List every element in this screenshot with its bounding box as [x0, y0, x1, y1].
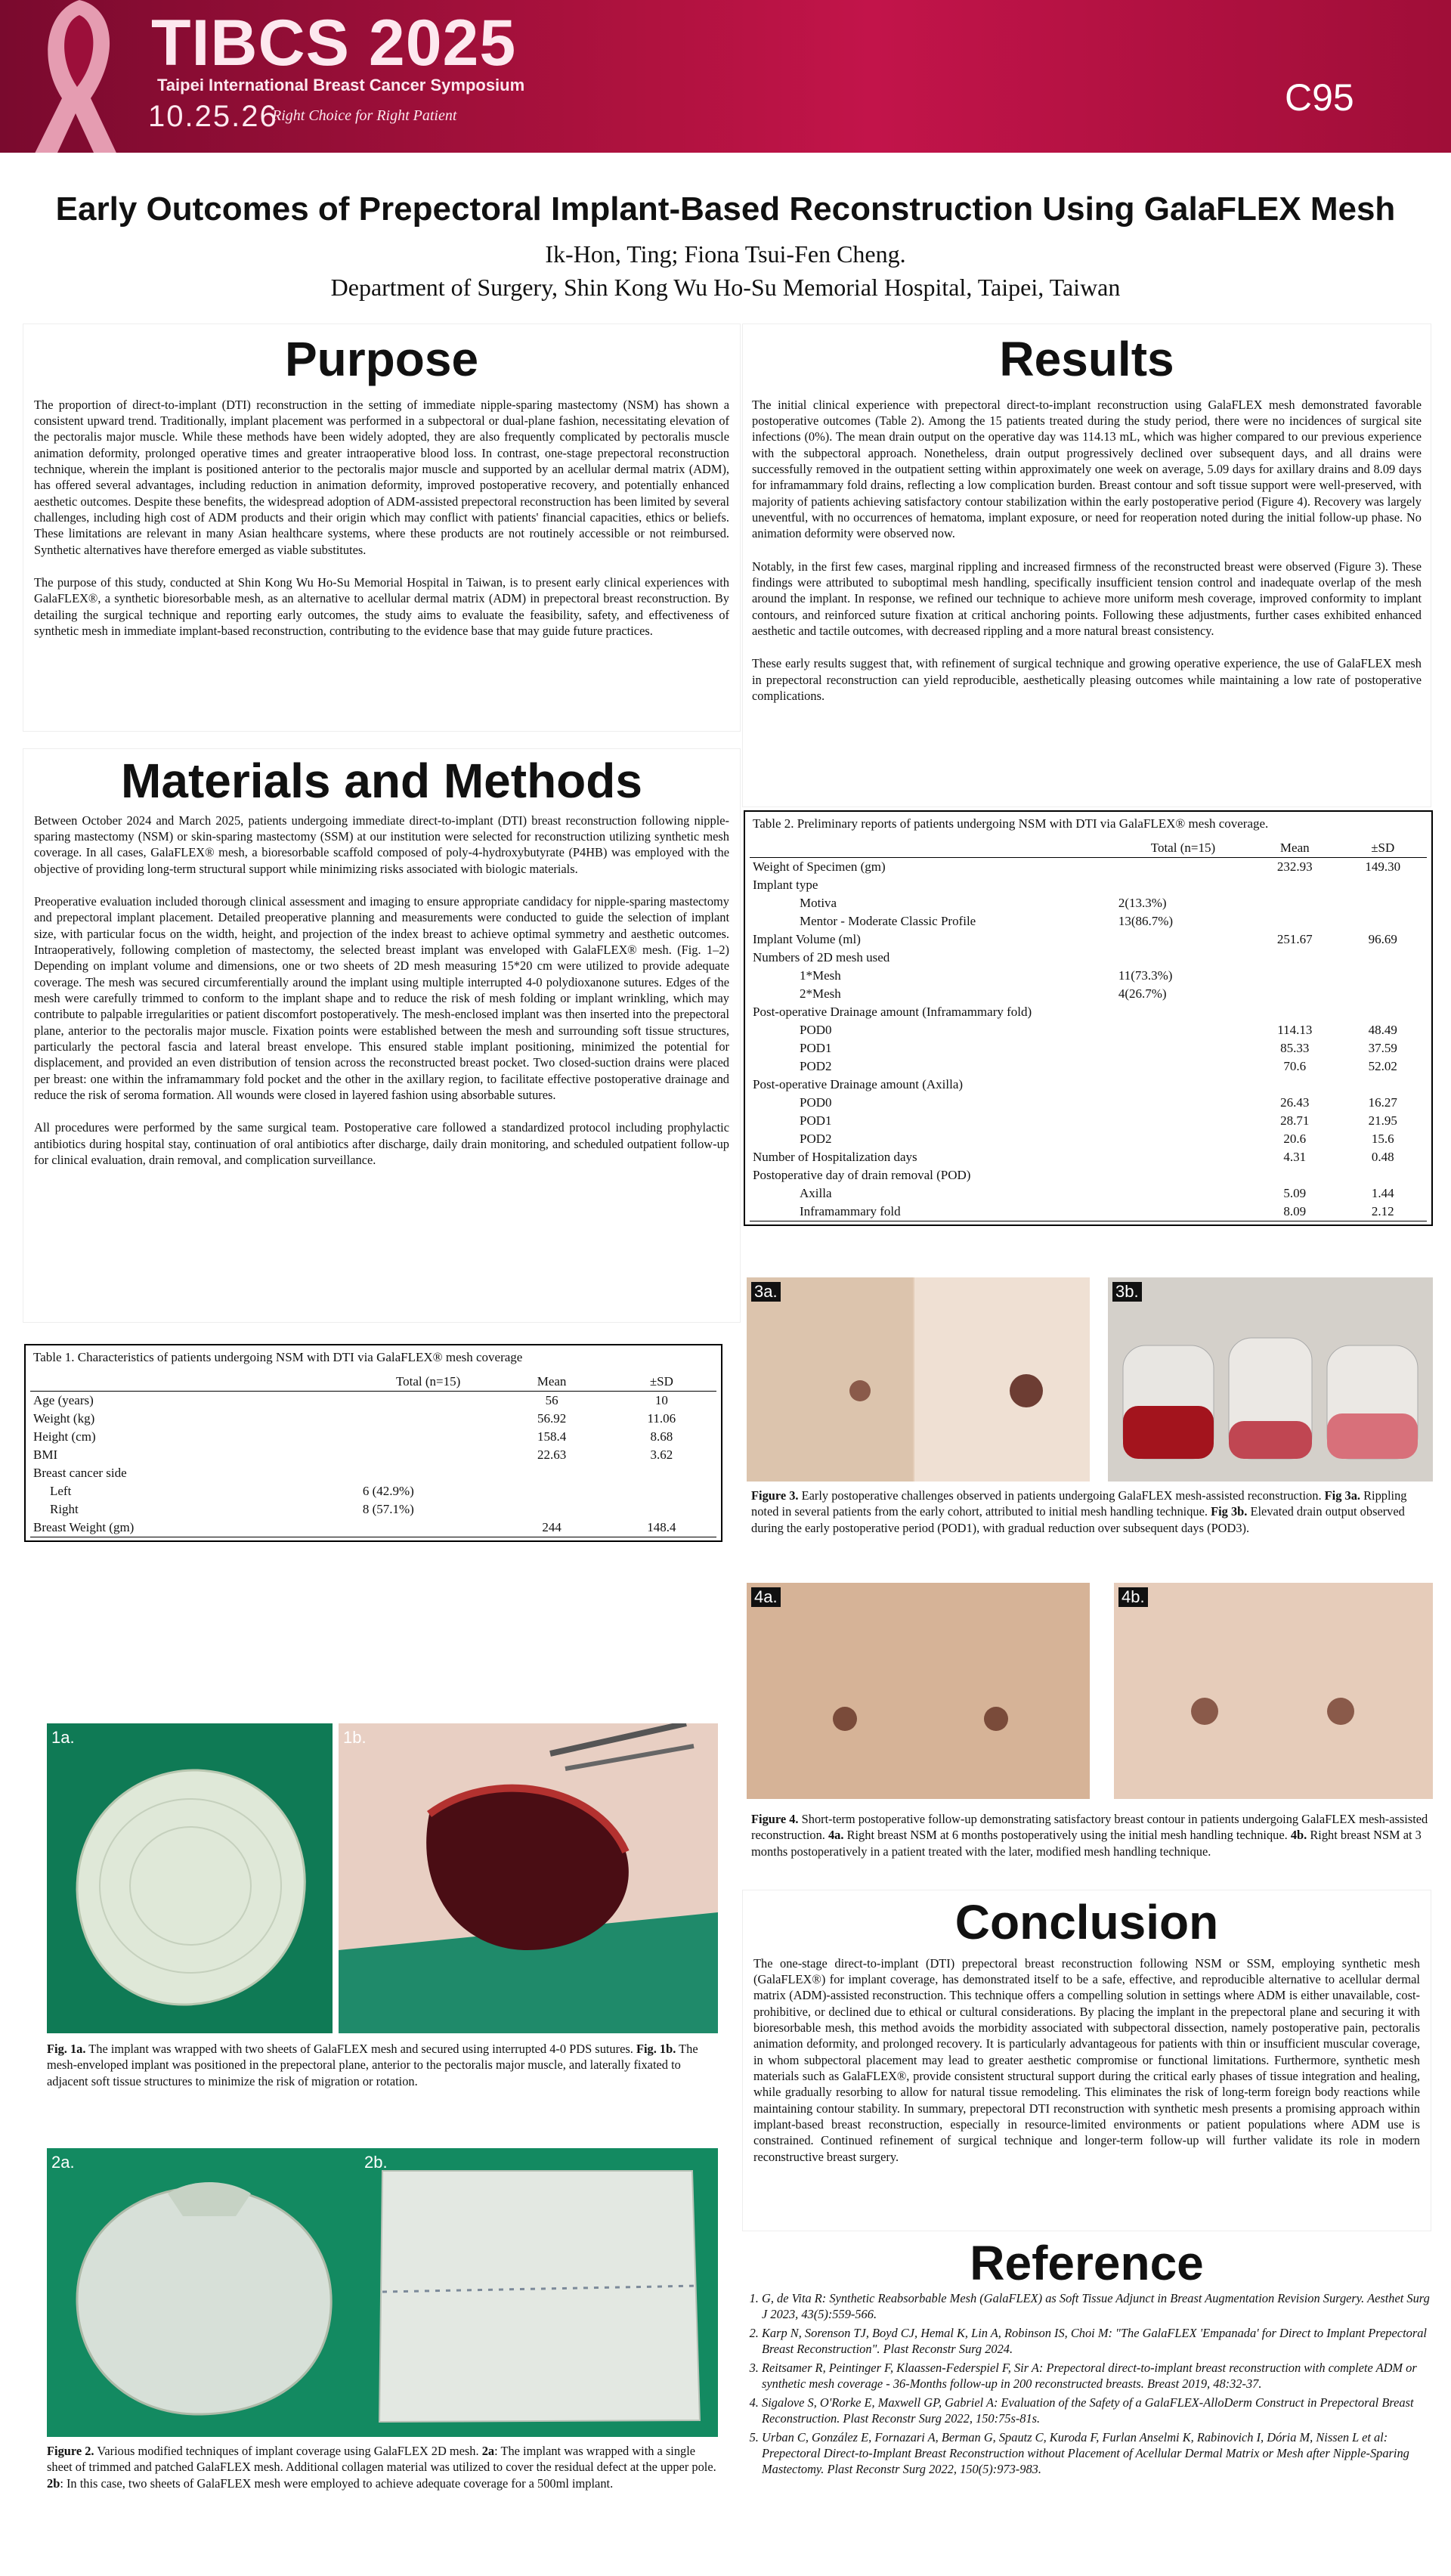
figure-2b-label: 2b. [364, 2153, 388, 2172]
figure-4b-caption-text: Right breast NSM at 3 months postoperatively in a patient treated with the later, modified mesh handling technique. [751, 1828, 1422, 1859]
figure-3a-photo [747, 1277, 1090, 1482]
table-1-cell-mean [497, 1482, 606, 1500]
table-1-cell-sd [607, 1464, 716, 1482]
figure-1b-photo [339, 1723, 718, 2033]
table-1-cell-total [360, 1464, 497, 1482]
table-2-cell-label: Weight of Specimen (gm) [753, 859, 886, 874]
table-1-cell-total [360, 1410, 497, 1428]
table-2-cell-label: Numbers of 2D mesh used [753, 950, 890, 964]
table-2-cell-sd [1339, 967, 1428, 985]
table-1-cell-mean: 22.63 [537, 1447, 567, 1462]
table-2-cell-sd [1339, 1003, 1428, 1021]
table-1-cell-total: 6 (42.9%) [362, 1484, 414, 1498]
figure-4-caption [751, 1811, 1431, 1859]
table-2-cell-total [1115, 1130, 1251, 1148]
figure-4b-photo [1114, 1583, 1433, 1799]
figure-2-caption [47, 2443, 718, 2491]
table-2-cell-label: Postoperative day of drain removal (POD) [753, 1168, 971, 1182]
methods-section [23, 748, 741, 1323]
table-1-cell-sd: 8.68 [650, 1429, 673, 1444]
table-2-cell-mean: 26.43 [1280, 1095, 1310, 1110]
purpose-heading: Purpose [284, 332, 479, 386]
table-2 [744, 810, 1433, 1226]
table-2-cell-total [1115, 949, 1251, 967]
figure-3a-label: 3a. [751, 1282, 781, 1302]
table-2-cell-mean: 28.71 [1280, 1113, 1310, 1128]
table-1-cell-total [360, 1428, 497, 1446]
pink-ribbon-logo [8, 0, 136, 153]
reference-item: 4. Sigalove S, O'Rorke E, Maxwell GP, Gabriel A: Evaluation of the Safety of a GalaFLEX-AlloDerm Construct in Prepectoral Breast Reconstruction. Plast Reconstr Surg 2022, 150:75s-81s. [762, 2395, 1430, 2426]
table-2-cell-total [1115, 1057, 1251, 1076]
table-1-cell-sd: 11.06 [647, 1411, 676, 1426]
table-1-body [30, 1373, 716, 1537]
table-1-cell-sd: 3.62 [650, 1447, 673, 1462]
table-1-row [30, 1482, 716, 1500]
table-2-cell-mean [1251, 912, 1338, 930]
table-2-cell-total: 2(13.3%) [1118, 896, 1167, 910]
table-2-cell-total [1115, 1112, 1251, 1130]
conference-logo-title: TIBCS 2025 [151, 7, 517, 79]
table-1-cell-label: Right [50, 1502, 79, 1516]
results-paragraph-1: The initial clinical experience with prepectoral direct-to-implant reconstruction using GalaFLEX mesh demonstrated favorable postoperative outcomes (Table 2). Among the 15 patients treated during the study period, there were no incidences of surgical site infections (0%). The mean drain output on the operative day was 114.13 mL, which was higher compared to our previous experience with the subpectoral approach. Nonetheless, drain output progressively declined over subsequent days, and all drains were successfully removed in the outpatient setting within approximately one week on average, 5.09 days for axillary drains and 8.09 days for inframammary fold drains, reflecting a low complication burden. Breast contour and soft tissue support were well-preserved, with majority of patients achieving satisfactory contour stabilization within the early postoperative period (Figure 4). Recovery was largely uneventful, with no occurrences of hematoma, implant exposure, or need for reoperation noted during the initial follow-up phase. No animation deformity were observed now. [752, 397, 1422, 541]
table-2-cell-mean [1251, 876, 1338, 894]
table-1-row [30, 1446, 716, 1464]
postoperative-breast-6m-image [747, 1583, 1090, 1799]
figure-1b-caption-text: The mesh-enveloped implant was positioned in the prepectoral plane, anterior to the pectoralis major muscle, and laterally fixated to adjacent soft tissue structures to minimize the risk of migration or rotation. [47, 2042, 698, 2088]
conference-tagline: Right Choice for Right Patient [272, 107, 457, 124]
table-1-cell-mean: 56 [545, 1393, 558, 1407]
conference-banner [0, 0, 1451, 153]
table-2-row [750, 1057, 1427, 1076]
table-2-cell-sd: 1.44 [1371, 1186, 1394, 1200]
figure-1a-caption-label: Fig. 1a. [47, 2042, 86, 2056]
table-2-row [750, 876, 1427, 894]
figure-3-caption-text-1: Early postoperative challenges observed in patients undergoing GalaFLEX mesh-assisted reconstruction. [798, 1488, 1325, 1503]
table-2-row [750, 1003, 1427, 1021]
purpose-section [23, 324, 741, 732]
table-1-header-3: ±SD [607, 1373, 716, 1392]
table-2-cell-label: POD1 [800, 1113, 832, 1128]
table-2-cell-total: 11(73.3%) [1118, 968, 1173, 983]
table-2-cell-total: 4(26.7%) [1118, 986, 1167, 1001]
figure-3a-caption-text: Rippling noted in several patients from the early cohort, attributed to initial mesh handling technique. [751, 1488, 1407, 1519]
table-1-header-2: Mean [497, 1373, 606, 1392]
figure-1b-caption-label: Fig. 1b. [636, 2042, 676, 2056]
table-1-cell-mean: 158.4 [537, 1429, 567, 1444]
table-2-cell-total [1115, 858, 1251, 877]
table-2-cell-sd [1339, 876, 1428, 894]
table-2-cell-mean: 251.67 [1276, 932, 1313, 946]
figure-2b-photo [360, 2148, 718, 2437]
table-2-cell-mean [1251, 1166, 1338, 1184]
figure-4a-photo [747, 1583, 1090, 1799]
drain-bottles-image [1108, 1277, 1433, 1482]
table-2-cell-mean: 20.6 [1283, 1132, 1307, 1146]
table-2-cell-sd: 37.59 [1368, 1041, 1397, 1055]
table-2-cell-sd [1339, 1166, 1428, 1184]
table-2-row [750, 1166, 1427, 1184]
figure-4-caption-label: Figure 4. [751, 1812, 799, 1826]
table-2-row [750, 894, 1427, 912]
table-2-cell-sd: 15.6 [1371, 1132, 1394, 1146]
table-2-cell-sd [1339, 985, 1428, 1003]
purpose-paragraph-2: The purpose of this study, conducted at Shin Kong Wu Ho-Su Memorial Hospital in Taiwan, is to present early clinical experiences with GalaFLEX®, a synthetic bioresorbable mesh, as an alternative to acellular dermal matrix (ADM) in prepectoral breast reconstruction. By detailing the surgical technique and reporting early outcomes, the study aims to evaluate the feasibility, safety, and effectiveness of synthetic mesh in immediate implant-based reconstruction, contributing to the evidence base that may guide future practices. [34, 574, 729, 638]
table-2-row [750, 1112, 1427, 1130]
table-2-cell-total [1115, 1148, 1251, 1166]
table-2-header-0 [750, 839, 1115, 858]
table-2-cell-sd: 0.48 [1371, 1150, 1394, 1164]
table-2-cell-mean: 4.31 [1283, 1150, 1307, 1164]
table-2-row [750, 967, 1427, 985]
table-2-row [750, 949, 1427, 967]
table-1-header-0 [30, 1373, 360, 1392]
table-2-cell-mean: 8.09 [1251, 1203, 1338, 1221]
table-2-cell-label: POD2 [800, 1059, 832, 1073]
table-2-cell-mean: 70.6 [1283, 1059, 1307, 1073]
table-1-cell-mean [497, 1500, 606, 1519]
figure-4a-label: 4a. [751, 1587, 781, 1607]
table-2-row [750, 1076, 1427, 1094]
table-2-cell-label: Number of Hospitalization days [753, 1150, 917, 1164]
table-2-cell-total [1115, 1003, 1251, 1021]
figure-2-caption-label: Figure 2. [47, 2444, 94, 2458]
table-2-row [750, 1184, 1427, 1203]
table-1-cell-label: Left [50, 1484, 72, 1498]
table-2-cell-total [1115, 1021, 1251, 1039]
table-2-row [750, 1094, 1427, 1112]
results-paragraph-3: These early results suggest that, with refinement of surgical technique and growing operative experience, the use of GalaFLEX mesh in prepectoral reconstruction can yield reproducible, aesthetically pleasing outcomes while maintaining a low rate of postoperative complications. [752, 656, 1422, 703]
methods-paragraph-3: All procedures were performed by the same surgical team. Postoperative care followed a standardized protocol including prophylactic antibiotics during hospital stay, continuation of oral antibiotics after discharge, daily drain monitoring, and scheduled outpatient follow-up for clinical evaluation, drain removal, and complication surveillance. [34, 1120, 729, 1167]
table-2-cell-total [1115, 1076, 1251, 1094]
figure-4a-caption-label: 4a. [828, 1828, 844, 1843]
table-1-caption: Table 1. Characteristics of patients undergoing NSM with DTI via GalaFLEX® mesh coverage [33, 1350, 523, 1364]
table-2-cell-total [1115, 876, 1251, 894]
figure-1b-label: 1b. [343, 1728, 367, 1747]
table-2-caption: Table 2. Preliminary reports of patients undergoing NSM with DTI via GalaFLEX® mesh coverage. [753, 816, 1269, 831]
figure-3-caption-label: Figure 3. [751, 1488, 799, 1503]
table-2-cell-total [1115, 1184, 1251, 1203]
table-1-cell-mean [497, 1464, 606, 1482]
table-2-cell-total [1115, 930, 1251, 949]
table-2-cell-sd [1339, 912, 1428, 930]
table-1-cell-label: BMI [33, 1447, 58, 1462]
purpose-paragraph-1: The proportion of direct-to-implant (DTI) reconstruction in the setting of immediate nipple-sparing mastectomy (NSM) has shown a consistent upward trend. Traditionally, implant placement was performed in a subpectoral or dual-plane fashion, necessitating elevation of the pectoralis major muscle. While these methods have been widely adopted, they are also frequently complicated by pectoralis muscle animation deformity, prolonged operative times and greater intraoperative blood loss. In contrast, one-stage prepectoral reconstruction technique, wherein the implant is positioned anterior to the pectoralis major muscle and supported by an acellular dermal matrix (ADM), has offered several advantages, including reduction in animation deformity, improved postoperative recovery, and potentially enhanced aesthetic outcomes. Despite these benefits, the widespread adoption of ADM-assisted prepectoral reconstruction has been limited by several challenges, including high cost of ADM products and their origin which may conflict with patients' financial capacities, ethics or beliefs. These limitations are relevant in many Asian healthcare systems, where these products are not routinely accessible or not reimbursed. Synthetic alternatives have therefore emerged as viable substitutes. [34, 397, 729, 557]
table-2-cell-mean [1251, 967, 1338, 985]
table-2-cell-total [1115, 1203, 1251, 1221]
reference-item: 1. G, de Vita R: Synthetic Reabsorbable Mesh (GalaFLEX) as Soft Tissue Adjunct in Breast Augmentation Revision Surgery. Aesthet Surg J 2023, 43(5):559-566. [762, 2290, 1430, 2322]
figure-4-caption-text-1: Short-term postoperative follow-up demonstrating satisfactory breast contour in patients undergoing GalaFLEX mesh-assisted reconstruction. [751, 1812, 1428, 1843]
table-2-body [750, 839, 1427, 1221]
table-2-cell-sd: 52.02 [1368, 1059, 1397, 1073]
table-2-cell-label: Mentor - Moderate Classic Profile [800, 914, 976, 928]
figure-3-caption [751, 1488, 1431, 1536]
table-2-header-2: Mean [1251, 839, 1338, 858]
table-2-cell-sd: 48.49 [1368, 1023, 1397, 1037]
table-2-cell-mean [1251, 985, 1338, 1003]
table-1 [24, 1344, 722, 1542]
table-2-cell-label: Axilla [800, 1186, 832, 1200]
table-2-cell-total [1115, 1166, 1251, 1184]
table-2-cell-mean: 85.33 [1280, 1041, 1310, 1055]
reference-item: 2. Karp N, Sorenson TJ, Boyd CJ, Hemal K, Lin A, Robinson IS, Choi M: "The GalaFLEX 'Empanada' for Direct to Implant Prepectoral Breast Reconstruction". Plast Reconstr Surg 2024. [762, 2325, 1430, 2357]
table-2-cell-total: 13(86.7%) [1118, 914, 1174, 928]
reference-list [735, 2290, 1430, 2480]
table-1-row [30, 1428, 716, 1446]
table-2-cell-label: Post-operative Drainage amount (Axilla) [753, 1077, 964, 1091]
poster-title: Early Outcomes of Prepectoral Implant-Based Reconstruction Using GalaFLEX Mesh [55, 190, 1396, 228]
table-1-cell-label: Weight (kg) [33, 1411, 95, 1426]
table-2-row [750, 1203, 1427, 1221]
figure-3b-caption-label: Fig 3b. [1211, 1504, 1248, 1519]
conclusion-heading: Conclusion [954, 1895, 1219, 1949]
conference-date: 10.25.26 [148, 100, 278, 133]
table-1-row [30, 1500, 716, 1519]
table-2-cell-total [1115, 1094, 1251, 1112]
table-1-cell-mean: 56.92 [537, 1411, 567, 1426]
table-2-row [750, 912, 1427, 930]
conclusion-section [742, 1890, 1431, 2231]
conclusion-paragraph: The one-stage direct-to-implant (DTI) prepectoral breast reconstruction following NSM or SSM, employing synthetic mesh (GalaFLEX®) for implant coverage, has demonstrated itself to be a safe, effective, and reproducible alternative to acellular dermal matrix (ADM)-assisted reconstruction. This technique offers a compelling solution in settings where ADM is either unavailable, cost-prohibitive, or declined due to ethical or cultural considerations. By placing the implant in the prepectoral plane and securing it with bioresorbable mesh, this method avoids the morbidity associated with subpectoral dissection, namely postoperative pain, pectoralis animation deformity, and prolonged recovery. It is particularly advantageous for patients with thin or insufficient muscular coverage, in whom subpectoral placement may lead to greater aesthetic compromise or functional limitations. Furthermore, synthetic mesh materials such as GalaFLEX®, provide consistent structural support during the critical early phases of tissue integration and healing, while gradually resorbing to allow for natural tissue remodeling. This eliminates the risk of long-term foreign body reactions while maintaining contour stability. In summary, prepectoral DTI reconstruction with synthetic mesh presents a promising approach within implant-based breast reconstruction, especially in resource-limited environments or patient populations where ADM use is constrained. Continued refinement of surgical technique and longer-term follow-up will further validate its role in modern reconstructive breast surgery. [753, 1955, 1420, 2164]
table-1-cell-total [360, 1392, 497, 1410]
table-2-cell-sd [1339, 894, 1428, 912]
table-1-cell-sd: 148.4 [607, 1519, 716, 1537]
figure-1a-label: 1a. [51, 1728, 75, 1747]
poster-affiliation: Department of Surgery, Shin Kong Wu Ho-Su Memorial Hospital, Taipei, Taiwan [330, 274, 1121, 301]
table-1-cell-sd [607, 1482, 716, 1500]
methods-paragraph-2: Preoperative evaluation included thorough clinical assessment and imaging to ensure appropriate candidacy for nipple-sparing mastectomy and prepectoral implant placement. Detailed preoperative planning and measurements were conducted to guide the selection of implant size, with particular focus on the width, height, and projection of the index breast to achieve optimal symmetry and aesthetic outcomes. Intraoperatively, following completion of mastectomy, the selected breast implant was enveloped with GalaFLEX® mesh. (Fig. 1–2) Depending on implant volume and dimensions, one or two sheets of 2D mesh measuring 15*20 cm were utilized to provide adequate coverage. The mesh was secured circumferentially around the implant using multiple interrupted 4-0 polydioxanone sutures. Edges of the mesh were carefully trimmed to conform to the implant shape and to reduce the risk of mesh folding or implant wrinkling, which may contribute to palpable irregularities or patient discomfort postoperatively. The mesh-enclosed implant was then inserted into the prepectoral plane, anterior to the pectoralis major muscle. Fixation points were established between the mesh and surrounding soft tissue structures, particularly the pectoral fascia and lateral breast envelope. This ensured stable implant positioning, minimized the potential for displacement, and provided an even distribution of tension across the reconstructed breast pocket. Two closed-suction drains were placed per breast: one within the inframammary fold pocket and the other in the axillary region, to facilitate effective postoperative drainage and reduce the risk of seroma formation. All wounds were closed in layered fashion using absorbable sutures. [34, 893, 729, 1102]
table-1-cell-label: Height (cm) [33, 1429, 96, 1444]
trimmed-mesh-implant-image [47, 2148, 360, 2437]
figure-3a-caption-label: Fig 3a. [1324, 1488, 1361, 1503]
two-sheet-mesh-image [360, 2148, 718, 2437]
table-2-cell-label: POD2 [800, 1132, 832, 1146]
figure-2a-caption-label: 2a [481, 2444, 495, 2458]
table-2-cell-sd: 149.30 [1365, 859, 1401, 874]
conference-logo-subtitle: Taipei International Breast Cancer Symposium [157, 76, 525, 94]
table-1-cell-label: Breast cancer side [33, 1466, 127, 1480]
table-1-cell-total [360, 1446, 497, 1464]
table-2-cell-sd: 21.95 [1368, 1113, 1397, 1128]
table-2-cell-label: Motiva [800, 896, 837, 910]
table-2-cell-mean [1251, 949, 1338, 967]
table-2-cell-sd [1339, 1076, 1428, 1094]
results-heading: Results [999, 332, 1174, 386]
table-1-row [30, 1410, 716, 1428]
methods-paragraph-1: Between October 2024 and March 2025, patients undergoing immediate direct-to-implant (DTI) breast reconstruction following nipple-sparing mastectomy (NSM) or skin-sparing mastectomy (SSM) at our institution were selected for reconstruction utilizing synthetic mesh coverage. In all cases, GalaFLEX® mesh, a bioresorbable scaffold composed of poly-4-hydroxybutyrate (P4HB) was employed with the objective of providing long-term structural support while minimizing risks associated with biologic materials. [34, 813, 729, 876]
table-2-cell-mean [1251, 894, 1338, 912]
table-1-cell-sd: 10 [654, 1393, 668, 1407]
table-2-header-3: ±SD [1339, 839, 1428, 858]
table-2-cell-label: Post-operative Drainage amount (Inframammary fold) [753, 1005, 1032, 1019]
table-2-cell-mean [1251, 1003, 1338, 1021]
table-2-row [750, 985, 1427, 1003]
figure-2b-caption-label: 2b [47, 2475, 60, 2491]
figure-1-caption [47, 2041, 718, 2089]
table-1-cell-label: Age (years) [33, 1393, 94, 1407]
table-2-cell-mean [1251, 1076, 1338, 1094]
table-2-row [750, 1039, 1427, 1057]
reference-item: 3. Reitsamer R, Peintinger F, Klaassen-Federspiel F, Sir A: Prepectoral direct-to-implant breast reconstruction with complete ADM or synthetic mesh coverage - 36-Months follow-up in 200 reconstructed breasts. Breast 2019, 48:32-37. [762, 2360, 1430, 2392]
figure-3b-caption-text: Elevated drain output observed during the early postoperative period (POD1), with gradual reduction over subsequent days (POD3). [751, 1504, 1405, 1535]
figure-1a-photo [47, 1723, 333, 2033]
reference-heading: Reference [970, 2236, 1204, 2290]
table-2-cell-label: Implant Volume (ml) [753, 932, 861, 946]
table-2-row [750, 1130, 1427, 1148]
table-1-cell-total [360, 1519, 497, 1537]
table-1-header-1: Total (n=15) [360, 1373, 497, 1392]
table-2-cell-sd: 96.69 [1368, 932, 1397, 946]
reference-item: 5. Urban C, González E, Fornazari A, Berman G, Spautz C, Kuroda F, Furlan Anselmi K, Rabinovich I, Dória M, Nissen L et al: Prepectoral Direct-to-Implant Breast Reconstruction without Placement of Acellular Dermal Matrix or Mesh after Nipple-Sparing Mastectomy. Plast Reconstr Surg 2022, 150(5):973-983. [762, 2429, 1430, 2477]
figure-3b-label: 3b. [1112, 1282, 1142, 1302]
table-2-row [750, 1021, 1427, 1039]
figure-1a-caption-text: The implant was wrapped with two sheets of GalaFLEX mesh and secured using interrupted 4-0 PDS sutures. [85, 2042, 636, 2056]
results-section [742, 324, 1431, 807]
surgical-field-image [339, 1723, 718, 2033]
table-2-row [750, 930, 1427, 949]
table-2-cell-sd [1339, 949, 1428, 967]
mesh-wrapped-implant-image [47, 1723, 333, 2033]
table-1-cell-sd [607, 1500, 716, 1519]
figure-2-caption-text-1: Various modified techniques of implant coverage using GalaFLEX 2D mesh. [94, 2444, 482, 2458]
table-2-cell-label: 1*Mesh [800, 968, 841, 983]
figure-4b-caption-label: 4b. [1290, 1828, 1307, 1843]
table-1-row [30, 1464, 716, 1482]
table-2-cell-mean: 5.09 [1283, 1186, 1307, 1200]
table-2-cell-label: POD0 [800, 1095, 832, 1110]
table-2-row [750, 1148, 1427, 1166]
table-2-cell-sd: 2.12 [1339, 1203, 1428, 1221]
poster-code: C95 [1285, 76, 1354, 119]
table-1-cell-total: 8 (57.1%) [362, 1502, 414, 1516]
figure-2a-photo [47, 2148, 360, 2437]
postoperative-breast-3m-image [1114, 1583, 1433, 1799]
table-2-cell-total [1115, 1039, 1251, 1057]
table-2-cell-label: 2*Mesh [800, 986, 841, 1001]
poster-authors: Ik-Hon, Ting; Fiona Tsui-Fen Cheng. [545, 240, 906, 268]
table-2-row [750, 858, 1427, 877]
rippling-breast-image [747, 1277, 1090, 1482]
table-2-header-1: Total (n=15) [1115, 839, 1251, 858]
table-2-cell-label: Inframammary fold [750, 1203, 1115, 1221]
table-2-cell-mean: 114.13 [1277, 1023, 1313, 1037]
figure-2a-label: 2a. [51, 2153, 75, 2172]
table-1-cell-label: Breast Weight (gm) [30, 1519, 360, 1537]
table-2-cell-mean: 232.93 [1276, 859, 1313, 874]
table-2-cell-label: Implant type [753, 878, 818, 892]
figure-2b-caption-text: : In this case, two sheets of GalaFLEX mesh were employed to achieve adequate coverage for a 500ml implant. [60, 2475, 614, 2491]
table-1-cell-mean: 244 [497, 1519, 606, 1537]
table-1-row [30, 1519, 716, 1537]
figure-2a-caption-text: : The implant was wrapped with a single sheet of trimmed and patched GalaFLEX mesh. Additional collagen material was utilized to cover the residual defect at the upper pole. [47, 2444, 716, 2475]
table-2-cell-label: POD0 [800, 1023, 832, 1037]
methods-heading: Materials and Methods [121, 754, 642, 808]
table-2-cell-sd: 16.27 [1368, 1095, 1397, 1110]
results-paragraph-2: Notably, in the first few cases, marginal rippling and increased firmness of the reconstructed breast were observed (Figure 3). These findings were attributed to suboptimal mesh handling, specifically insufficient tension control and inadequate overlap of the mesh around the implant. In response, we refined our technique to achieve more uniform mesh coverage, improved conformity to implant contours, and reinforced suture fixation at critical anchoring points. Following these adjustments, further cases exhibited enhanced aesthetic and tactile outcomes, with decreased rippling and a more natural breast consistency. [752, 559, 1422, 638]
figure-4b-label: 4b. [1118, 1587, 1148, 1607]
table-1-row [30, 1392, 716, 1410]
table-2-cell-label: POD1 [800, 1041, 832, 1055]
figure-3b-photo [1108, 1277, 1433, 1482]
figure-4a-caption-text: Right breast NSM at 6 months postoperatively using the initial mesh handling technique. [843, 1828, 1291, 1843]
